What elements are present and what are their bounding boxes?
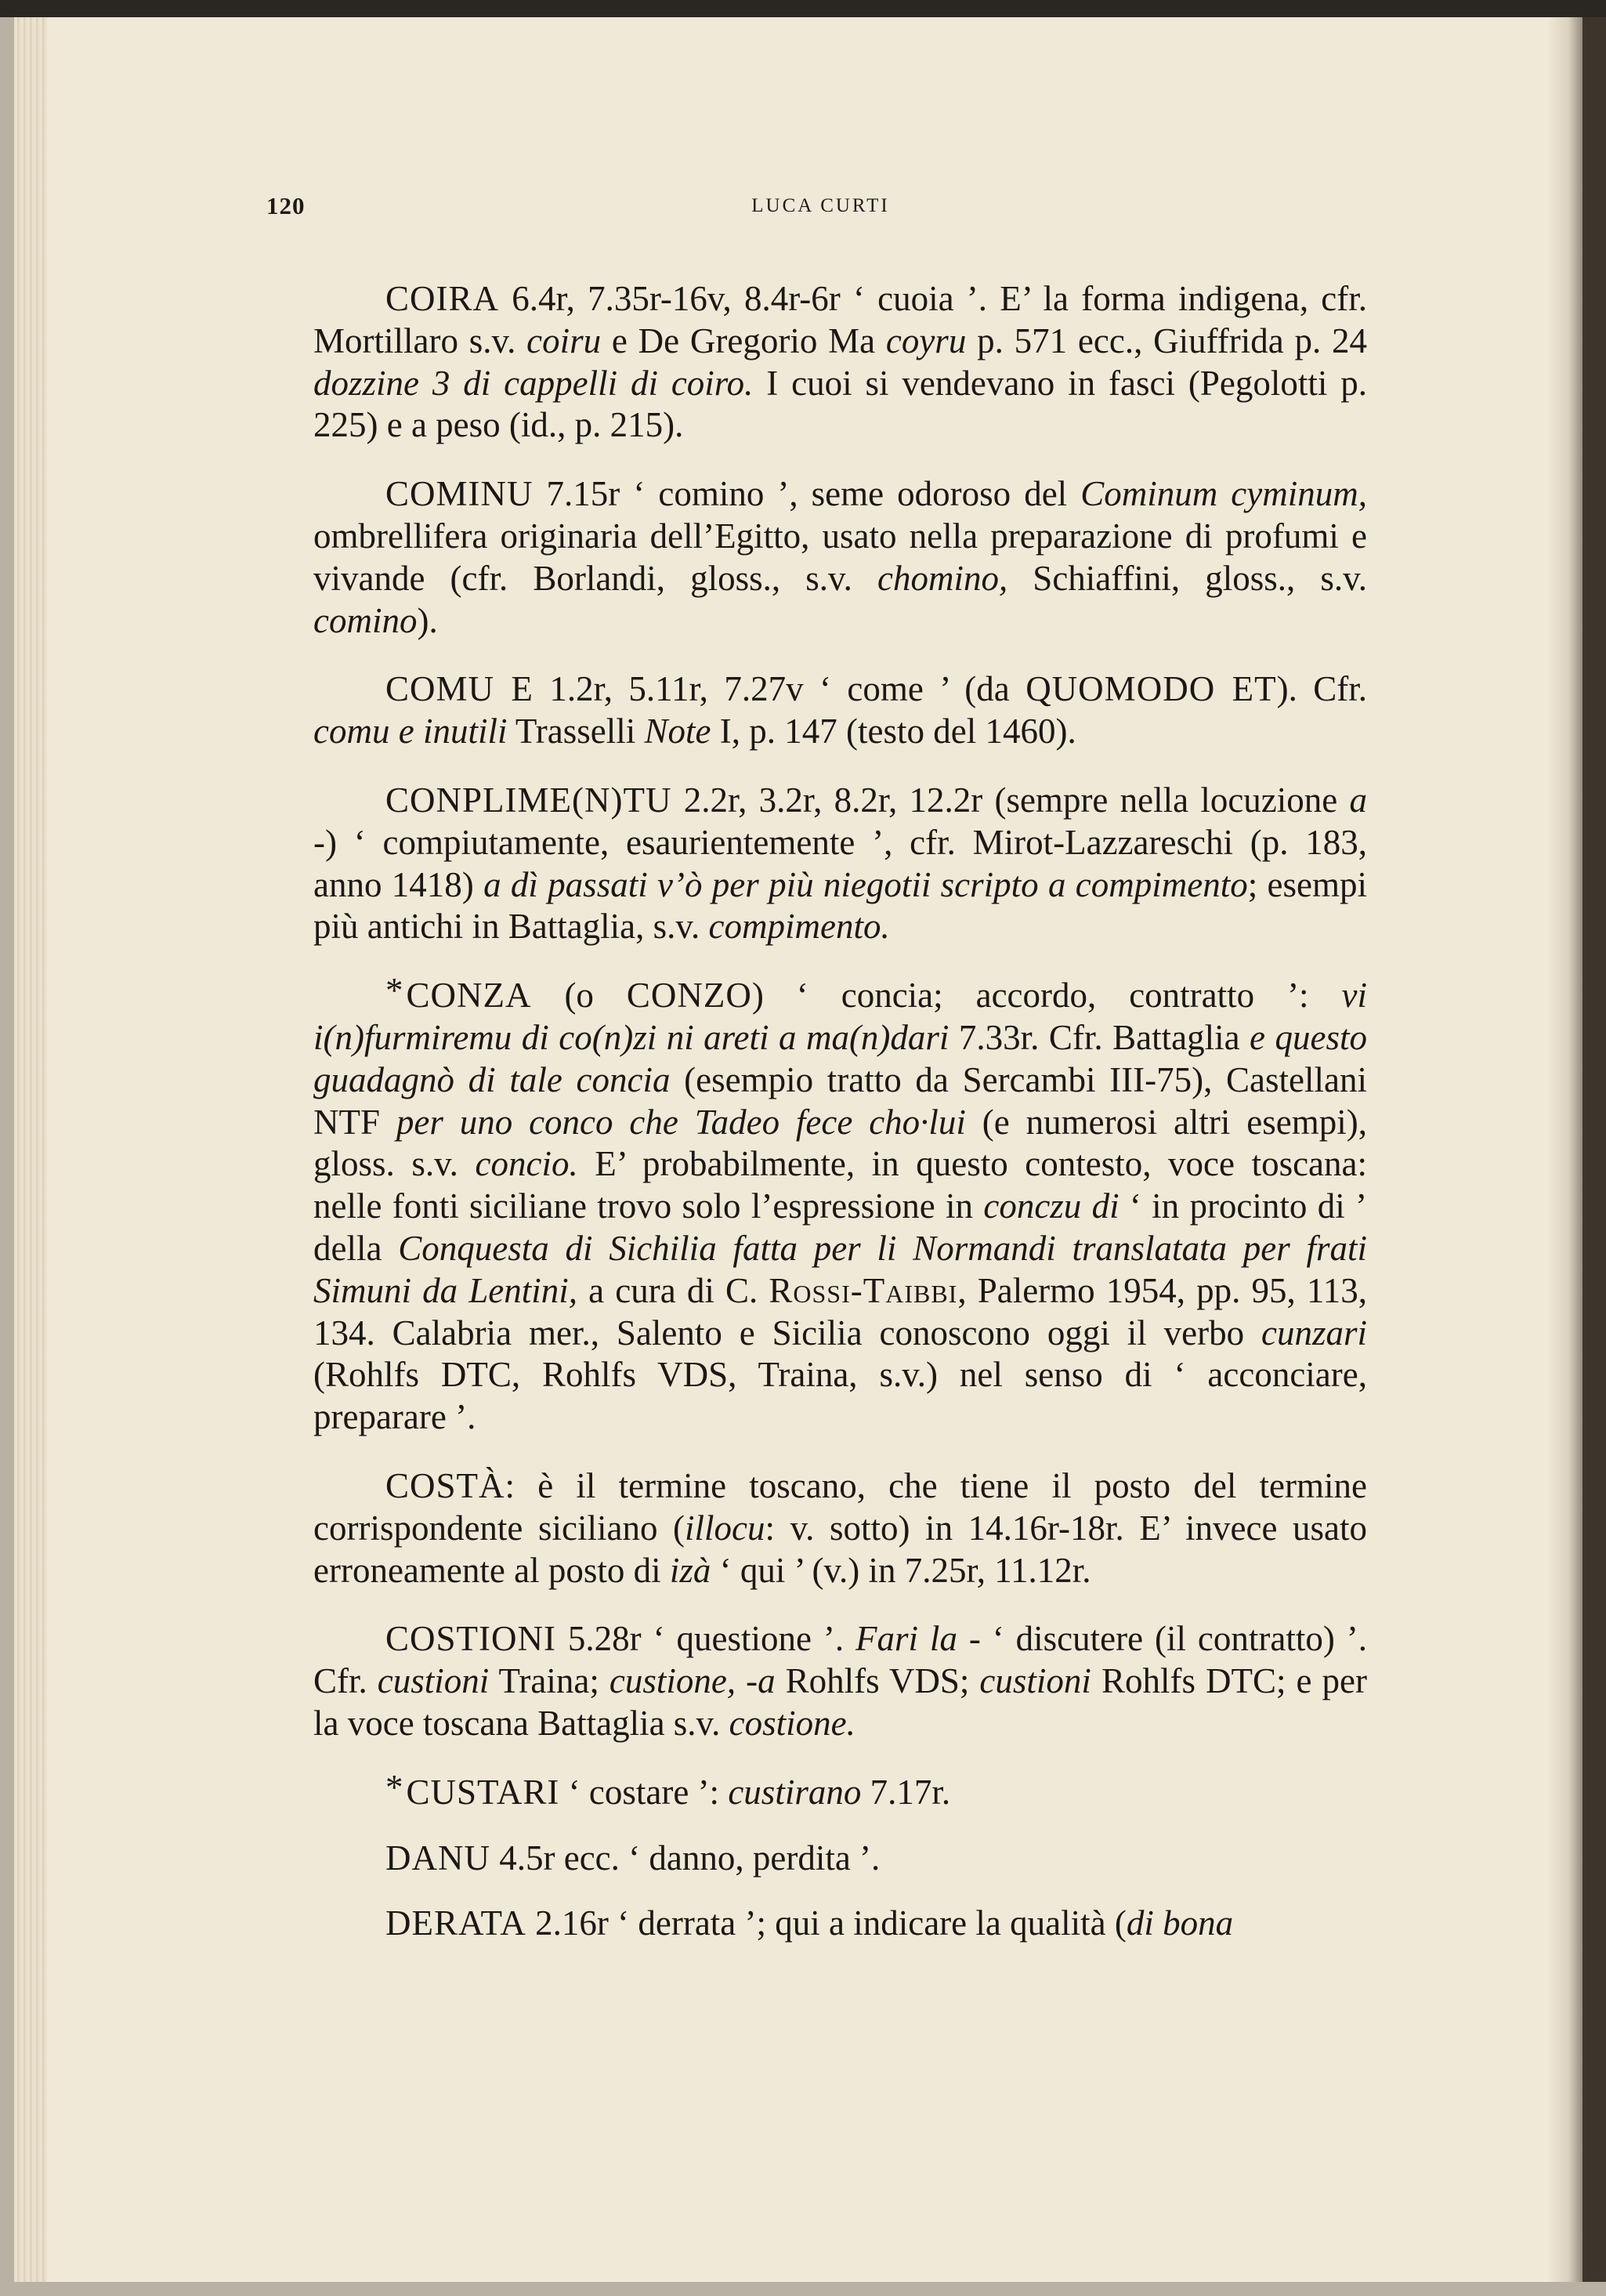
page-number: 120 xyxy=(266,192,306,219)
italic-text: coyru xyxy=(885,320,967,360)
italic-text: cunzari xyxy=(1261,1313,1367,1353)
spine-shadow xyxy=(1547,17,1582,2282)
running-title: LUCA CURTI xyxy=(751,195,890,216)
entry-text: ). Cfr. xyxy=(1276,669,1367,709)
entry-text: E’ probabilmente, in questo contesto, voce toscana: nelle fonti siciliane trovo solo l’espressione in xyxy=(313,1144,1368,1226)
entry-text: Schiaffini, gloss., s.v. xyxy=(1007,558,1367,598)
headword: CUSTARI xyxy=(406,1772,560,1812)
italic-text: a dì passati v’ò per più niegotii scripto a compimento xyxy=(483,864,1248,904)
italic-text: custione, -a xyxy=(609,1661,776,1701)
italic-text: vi i(n)furmiremu di co(n)zi ni areti a ma(n)dari xyxy=(313,976,1367,1057)
scan-top-edge xyxy=(0,0,1606,17)
headword: COIRA xyxy=(385,279,500,318)
entry-text: Traina; xyxy=(489,1661,609,1701)
italic-text: custioni xyxy=(979,1661,1091,1701)
headword: COSTÀ xyxy=(385,1465,505,1505)
headword: DERATA xyxy=(385,1903,526,1943)
italic-text: Fari la - xyxy=(855,1619,981,1659)
entry-text: Rohlfs DTC; e per la voce toscana Battaglia s.v. xyxy=(313,1661,1367,1743)
italic-text: illocu xyxy=(685,1508,765,1548)
headword: CONPLIME(N)TU xyxy=(385,780,672,820)
italic-text: custirano xyxy=(728,1772,862,1812)
entry-text: p. 571 ecc., Giuffrida p. 24 xyxy=(966,320,1368,360)
entry-text: , Palermo 1954, pp. 95, 113, 134. Calabria mer., Salento e Sicilia conoscono oggi il verbo xyxy=(313,1270,1368,1353)
entry-text: ). xyxy=(417,600,438,640)
entry-text: ‘ in procinto di ’ della xyxy=(313,1186,1367,1268)
entry-costioni xyxy=(313,1618,1367,1744)
entry-text: 7.33r. Cfr. Battaglia xyxy=(949,1017,1250,1057)
entry-text: e De Gregorio Ma xyxy=(601,320,886,360)
headword: CONZA xyxy=(406,976,532,1016)
entry-text: (e numerosi altri esempi), gloss. s.v. xyxy=(313,1102,1367,1184)
italic-text: coiru xyxy=(526,320,602,360)
entry-conza xyxy=(313,971,1368,1439)
entry-text: (o xyxy=(531,976,627,1016)
entry-derata xyxy=(313,1903,1367,1945)
headword: COSTIONI xyxy=(385,1619,556,1659)
entry-text: Trasselli xyxy=(507,712,645,751)
headword: DANU xyxy=(385,1838,490,1878)
asterisk-mark: * xyxy=(385,971,403,1011)
italic-text: dozzine 3 di cappelli di coiro. xyxy=(313,363,754,403)
entry-text: 2.2r, 3.2r, 8.2r, 12.2r (sempre nella locuzione xyxy=(671,780,1350,820)
italic-text: chomino, xyxy=(877,558,1008,598)
italic-text: per uno conco che Tadeo fece cho·lui xyxy=(396,1102,966,1142)
entry-text: I cuoi si vendevano in fasci (Pegolotti p. 225) e a peso (id., p. 215). xyxy=(313,363,1367,445)
italic-text: comu e inutili xyxy=(313,712,508,751)
entry-text: : v. sotto) in 14.16r-18r. E’ invece usato erroneamente al posto di xyxy=(313,1508,1367,1590)
italic-text: costione. xyxy=(729,1703,855,1743)
italic-text: conczu di xyxy=(983,1186,1119,1226)
entry-text: (esempio tratto da Sercambi III-75), Castellani NTF xyxy=(313,1059,1367,1142)
entry-text: 4.5r ecc. ‘ danno, perdita ’. xyxy=(490,1838,881,1878)
entry-cominu xyxy=(313,473,1367,642)
entry-text: 5.28r ‘ questione ’. xyxy=(556,1619,856,1659)
italic-text: comino xyxy=(313,600,418,640)
entry-text: ‘ costare ’: xyxy=(559,1772,729,1812)
italic-text: a - xyxy=(313,780,1367,862)
italic-text: Cominum cyminum, xyxy=(1080,474,1367,514)
italic-text: custioni xyxy=(377,1661,490,1701)
italic-text: Note xyxy=(644,712,711,751)
headword-variant: CONZO xyxy=(626,976,752,1016)
entry-text: 7.15r ‘ comino ’, seme odoroso del xyxy=(533,474,1081,514)
entry-custari xyxy=(313,1767,1367,1814)
entry-text: 2.16r ‘ derrata ’; qui a indicare la qualità ( xyxy=(526,1903,1127,1943)
entry-comu-e xyxy=(313,668,1367,753)
italic-text: di bona xyxy=(1126,1903,1234,1943)
headword: COMU E xyxy=(385,669,534,709)
etymon: QUOMODO ET xyxy=(1025,669,1277,709)
italic-text: Conquesta di Sichilia fatta per li Normandi translatata per frati Simuni da Lentini, xyxy=(313,1228,1367,1310)
entry-text: (Rohlfs DTC, Rohlfs VDS, Traina, s.v.) nel senso di ‘ acconciare, preparare ’. xyxy=(313,1355,1367,1437)
entry-text: 7.17r. xyxy=(861,1772,951,1812)
asterisk-mark: * xyxy=(385,1767,403,1807)
italic-text: concio. xyxy=(475,1144,578,1184)
entry-text: 1.2r, 5.11r, 7.27v ‘ come ’ (da xyxy=(533,669,1026,709)
entry-text: a cura di C. xyxy=(577,1270,769,1310)
entry-text: ) ‘ compiutamente, esaurientemente ’, cfr. Mirot-Lazzareschi (p. 183, anno 1418) xyxy=(313,822,1367,904)
entry-costa xyxy=(313,1465,1367,1592)
italic-text: e questo guadagnò di tale concia xyxy=(313,1017,1367,1099)
entry-danu xyxy=(313,1838,1367,1880)
entry-text: ) ‘ concia; accordo, contratto ’: xyxy=(751,976,1342,1016)
entry-text: ; esempi più antichi in Battaglia, s.v. xyxy=(313,864,1367,947)
entry-conplimentu xyxy=(313,780,1367,948)
headword: COMINU xyxy=(385,474,534,514)
entry-text: Rohlfs VDS; xyxy=(775,1661,980,1701)
entry-text: ombrellifera originaria dell’Egitto, usato nella preparazione di profumi e vivande (cfr. Borlandi, gloss., s.v. xyxy=(313,516,1367,598)
entry-text: I, p. 147 (testo del 1460). xyxy=(711,712,1076,751)
italic-text: compimento. xyxy=(708,907,890,947)
entry-text: : è il termine toscano, che tiene il posto del termine corrispondente siciliano ( xyxy=(313,1465,1367,1548)
entry-text: ‘ qui ’ (v.) in 7.25r, 11.12r. xyxy=(711,1550,1091,1590)
italic-text: izà xyxy=(669,1550,711,1590)
entry-coira xyxy=(313,278,1367,447)
running-head xyxy=(266,192,1375,223)
entry-text: 6.4r, 7.35r-16v, 8.4r-6r ‘ cuoia ’. E’ la forma indigena, cfr. Mortillaro s.v. xyxy=(313,279,1367,360)
author-name: Rossi-Taibbi xyxy=(769,1270,958,1310)
entry-text: ‘ discutere (il contratto) ’. Cfr. xyxy=(313,1619,1367,1701)
scan-right-edge xyxy=(1582,17,1606,2282)
glossary-text xyxy=(313,278,1367,1972)
